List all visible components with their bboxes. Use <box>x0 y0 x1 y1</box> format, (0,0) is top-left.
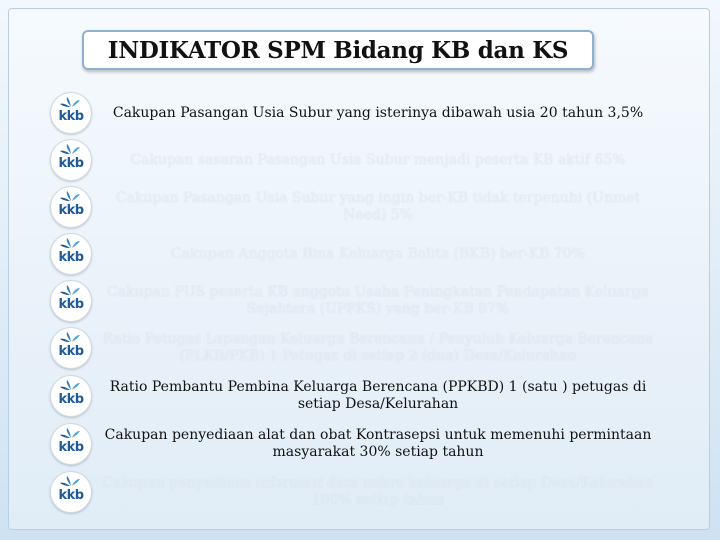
indicator-text: Cakupan PUS peserta KB anggota Usaha Peningkatan Pendapatan Keluarga Sejahtera (UPPKS) yang ber-KB 87% <box>107 284 649 317</box>
kkb-logo-text: kkb <box>58 156 84 171</box>
indicator-row <box>48 325 658 371</box>
indicator-text: Cakupan Pasangan Usia Subur yang ingin ber-KB tidak terpenuhi (Unmet Need) 5% <box>115 190 641 223</box>
indicator-text: Ratio Petugas Lapangan Keluarga Berencana / Penyuluh Keluarga Berencana (PLKB/PKB) 1 Petugas di setiap 2 (dua) Desa/Kelurahan <box>102 331 654 364</box>
indicator-text: Cakupan sasaran Pasangan Usia Subur menjadi peserta KB aktif 65% <box>130 151 626 168</box>
indicator-text: Ratio Pembantu Pembina Keluarga Berencana (PPKBD) 1 (satu ) petugas di setiap Desa/Kelurahan <box>109 379 647 412</box>
kkb-logo-text: kkb <box>58 488 84 503</box>
kkb-logo-icon <box>50 423 92 465</box>
kkb-logo-text: kkb <box>58 392 84 407</box>
indicator-text: Cakupan Pasangan Usia Subur yang isterinya dibawah usia 20 tahun 3,5% <box>112 104 644 121</box>
title-box <box>82 30 594 70</box>
kkb-logo-icon <box>50 139 92 181</box>
indicator-text: Cakupan Anggota Bina Keluarga Balita (BKB) ber-KB 70% <box>171 245 585 262</box>
indicator-text: Cakupan penyediaan informasi data mikro keluarga di setiap Desa/Kelurahan 100% setiap tahun <box>102 475 654 508</box>
kkb-logo-text: kkb <box>58 109 84 124</box>
indicator-row <box>48 231 658 277</box>
indicator-row <box>48 278 658 324</box>
slide-title: INDIKATOR SPM Bidang KB dan KS <box>107 36 569 64</box>
kkb-logo-icon <box>50 280 92 322</box>
indicator-row <box>48 184 658 230</box>
kkb-logo-text: kkb <box>58 440 84 455</box>
kkb-logo-text: kkb <box>58 297 84 312</box>
indicator-row <box>48 137 658 183</box>
indicator-row <box>48 90 658 136</box>
kkb-logo-icon <box>50 233 92 275</box>
kkb-logo-text: kkb <box>58 344 84 359</box>
kkb-logo-icon <box>50 92 92 134</box>
indicator-row <box>48 421 658 467</box>
indicator-row <box>48 469 658 515</box>
kkb-logo-icon <box>50 375 92 417</box>
indicator-row <box>48 373 658 419</box>
kkb-logo-icon <box>50 471 92 513</box>
kkb-logo-icon <box>50 327 92 369</box>
indicator-text: Cakupan penyediaan alat dan obat Kontrasepsi untuk memenuhi permintaan masyarakat 30% setiap tahun <box>104 427 652 460</box>
kkb-logo-text: kkb <box>58 250 84 265</box>
kkb-logo-text: kkb <box>58 203 84 218</box>
kkb-logo-icon <box>50 186 92 228</box>
